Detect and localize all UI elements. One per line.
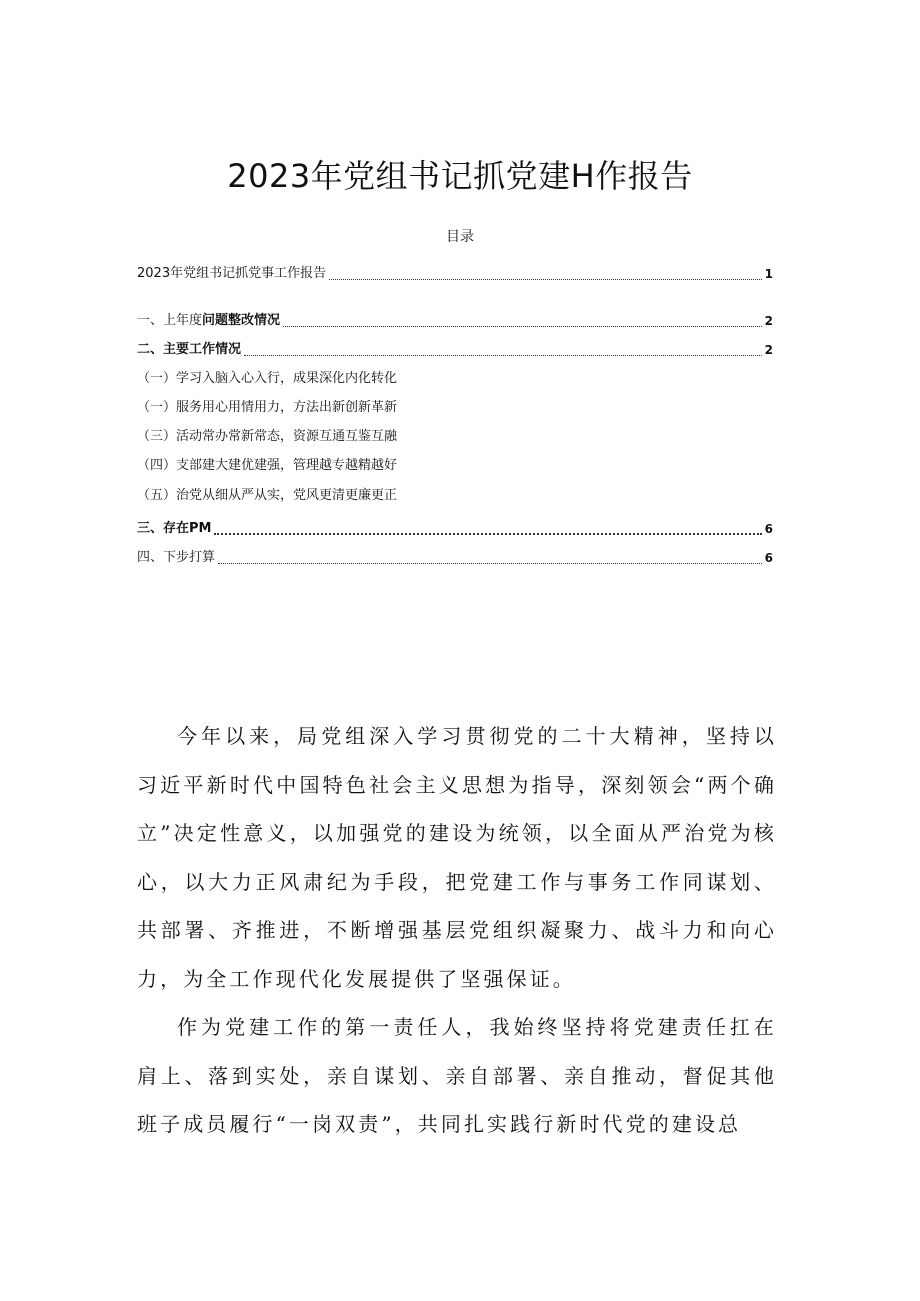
document-title: 2023年党组书记抓党建H作报告 — [227, 157, 693, 196]
toc-entry-label: （五）治党从细从严从实，党风更清更廉更正 — [137, 488, 398, 503]
toc-entry-label: （三）活动常办常新常态，资源互通互鉴互融 — [137, 429, 398, 444]
toc-page-number: 1 — [764, 267, 773, 281]
toc-entry-label: 四、下步打算 — [137, 550, 216, 565]
toc-entry[interactable] — [137, 341, 773, 359]
toc-entry[interactable] — [137, 370, 773, 388]
toc-entry[interactable] — [137, 520, 773, 538]
toc-entry-label: （一）服务用心用情用力，方法出新创新革新 — [137, 400, 398, 415]
toc-leader-dots — [329, 279, 762, 280]
toc-entry[interactable] — [137, 457, 773, 475]
toc-entry-label: 二、主要工作情况 — [137, 342, 242, 357]
toc-page-number: 2 — [764, 314, 773, 328]
toc-page-number: 6 — [764, 522, 773, 536]
toc-leader-dots — [283, 326, 762, 327]
toc-entry-label: 三、存在PM — [137, 521, 212, 536]
toc-entry-label: （四）支部建大建优建强，管理越专越精越好 — [137, 458, 398, 473]
toc-leader-dots — [244, 355, 762, 356]
toc-entry-label — [137, 312, 280, 330]
toc-page-number: 2 — [764, 343, 773, 357]
toc-entry-label: （一）学习入脑入心入行，成果深化内化转化 — [137, 371, 398, 386]
toc-entry[interactable] — [137, 399, 773, 417]
toc-heading: 目录 — [446, 229, 474, 245]
toc-leader-dots — [214, 533, 761, 535]
document-body — [137, 712, 777, 1149]
toc-entry-label-bold: 问题整改情况 — [202, 313, 281, 328]
toc-entry[interactable] — [137, 549, 773, 567]
toc-entry[interactable] — [137, 265, 773, 283]
toc-entry[interactable] — [137, 428, 773, 446]
body-paragraph: 作为党建工作的第一责任人，我始终坚持将党建责任扛在肩上、落到实处，亲自谋划、亲自部署、亲自推动，督促其他班子成员履行“一岗双责”，共同扎实践行新时代党的建设总 — [137, 1015, 777, 1136]
toc-entry[interactable] — [137, 487, 773, 505]
body-paragraph: 今年以来，局党组深入学习贯彻党的二十大精神，坚持以习近平新时代中国特色社会主义思想为指导，深刻领会“两个确立”决定性意义，以加强党的建设为统领，以全面从严治党为核心，以大力正风肃纪为手段，把党建工作与事务工作同谋划、共部署、齐推进，不断增强基层党组织凝聚力、战斗力和向心力，为全工作现代化发展提供了坚强保证。 — [137, 724, 777, 991]
toc-entry-label-prefix: 一、上年度 — [137, 313, 203, 328]
toc-page-number: 6 — [764, 551, 773, 565]
toc-entry-label: 2023年党组书记抓党事工作报告 — [137, 266, 327, 281]
toc-leader-dots — [218, 563, 762, 564]
toc-entry[interactable] — [137, 312, 773, 330]
